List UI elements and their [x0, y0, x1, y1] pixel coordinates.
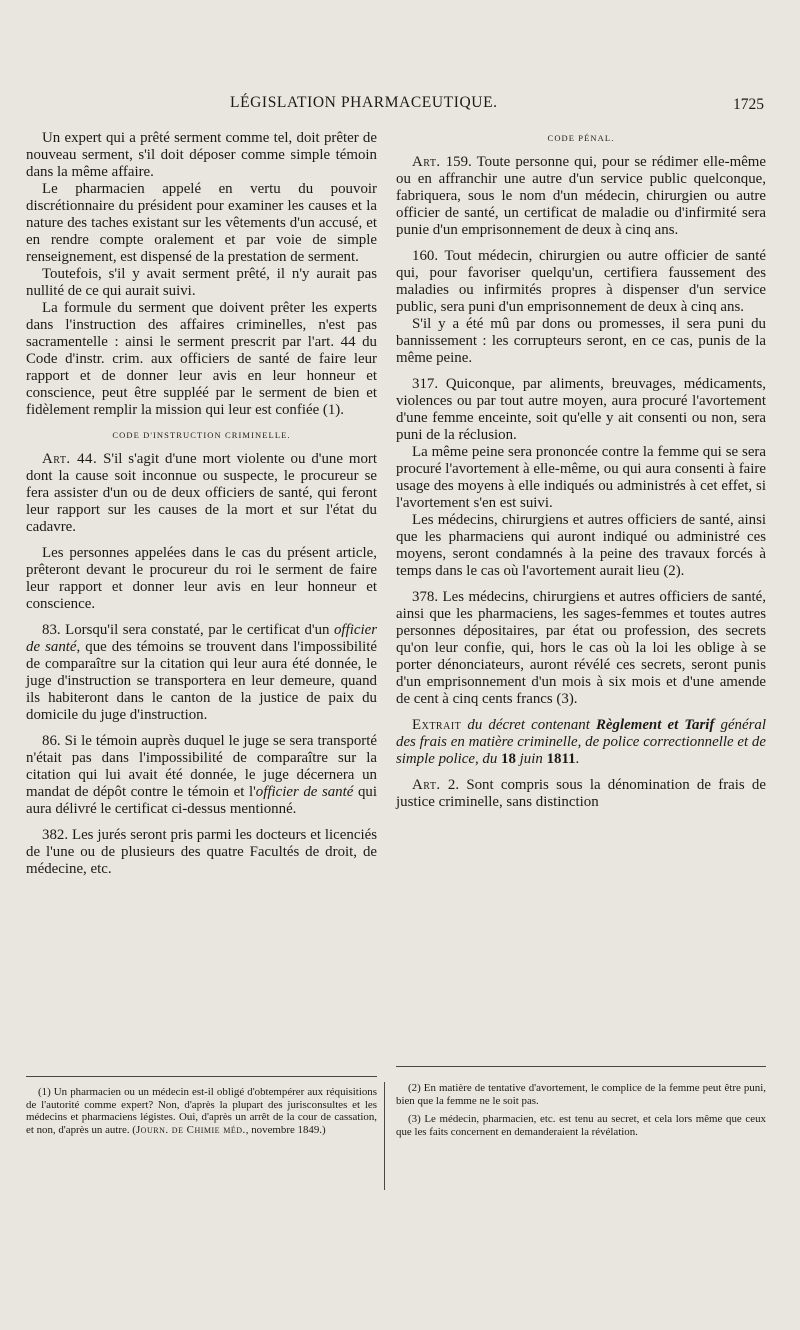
paragraph: Les personnes appelées dans le cas du présent article, prêteront devant le procureur du roi le serment de faire leur rapport et donner leur avis en leur honneur et conscience. — [26, 545, 377, 612]
footnote-source: Journ. de Chimie méd. — [135, 1124, 246, 1137]
article-83 — [26, 622, 377, 724]
paragraph: Le pharmacien appelé en vertu du pouvoir discrétionnaire du président pour examiner les causes et la nature des taches existant sur les vêtements d'un accusé, et en rendre compte oralement et par voie de simple renseignement, est dispensé de la prestation de serment. — [26, 181, 377, 265]
extrait-label: Extrait — [412, 717, 462, 733]
extrait-heading — [396, 717, 766, 768]
paragraph: Toutefois, s'il y avait serment prêté, il n'y aurait pas nullité de ce qui aurait suivi. — [26, 266, 377, 299]
gothic-text: Règlement et Tarif — [596, 717, 715, 733]
footnote-text: , novembre 1849.) — [245, 1124, 326, 1137]
footnote-rule — [396, 1066, 766, 1067]
article-44 — [26, 451, 377, 536]
article-text: qui aura délivré le certificat ci-dessus mentionné. — [26, 784, 377, 817]
date-month: juin — [515, 751, 547, 767]
footnote-2: (2) En matière de tentative d'avortement, le complice de la femme peut être puni, bien que la femme ne le soit pas. — [396, 1082, 766, 1107]
article-text: 86. Si le témoin auprès duquel le juge se sera transporté n'était pas dans l'impossibilité de comparaître sur la citation qui lui avait été donnée, le juge décernera un mandat de dépôt contre le témoin et l' — [26, 733, 377, 800]
article-378: 378. Les médecins, chirurgiens et autres officiers de santé, ainsi que les pharmaciens, les sages-femmes et toutes autres personnes dépositaires, par état ou profession, des secrets qu'on leur confie, qui, hors le cas où la loi les oblige à se porter dénonciateurs, auront révélé ces secrets, seront punis d'un emprisonnement d'un mois à six mois et d'une amende de cent à cinq cents francs (3). — [396, 589, 766, 707]
page-number: 1725 — [733, 96, 764, 113]
footnote-rule — [26, 1076, 377, 1077]
punctuation: . — [575, 751, 580, 767]
article-317: 317. Quiconque, par aliments, breuvages, médicaments, violences ou par tout autre moyen, aura procuré l'avortement d'une femme enceinte, soit qu'elle y ait consenti ou non, sera puni de la réclusion. — [396, 376, 766, 443]
footnotes-left — [26, 1086, 377, 1137]
section-heading-code-instruction: CODE D'INSTRUCTION CRIMINELLE. — [112, 430, 291, 440]
article-label: Art. 44. — [42, 451, 98, 467]
footnote-1 — [26, 1086, 377, 1137]
italic-term: officier de santé — [255, 784, 354, 800]
footnote-text: (1) Un pharmacien ou un médecin est-il obligé d'obtempérer aux réquisitions de l'autorité comme expert? Non, d'après la plupart des jurisconsultes et les médecins et pharmaciens légistes. Oui, d'après un arrêt de la cour de cassation, et non, d'après un autre. ( — [26, 1086, 377, 1137]
date-year: 1811 — [546, 751, 576, 767]
article-text: 83. Lorsqu'il sera constaté, par le certificat d'un — [42, 622, 334, 638]
article-text: S'il s'agit d'une mort violente ou d'une mort dont la cause soit inconnue ou suspecte, le procureur se fera assister d'un ou de deux officiers de santé, qui feront leur rapport sur les causes de la mort et sur l'état du cadavre. — [26, 451, 377, 535]
footnote-3: (3) Le médecin, pharmacien, etc. est tenu au secret, et cela lors même que ceux que les faits concernent en demanderaient la révélation. — [396, 1113, 766, 1139]
article-160: 160. Tout médecin, chirurgien ou autre officier de santé qui, pour favoriser quelqu'un, certifiera faussement des maladies ou infirmités propres à dispenser d'un service public, sera puni d'un emprisonnement de deux à cinq ans. — [396, 248, 766, 315]
right-column — [396, 130, 766, 811]
italic-text: du décret contenant — [461, 717, 596, 733]
italic-term: officier de santé — [26, 622, 377, 655]
paragraph: Un expert qui a prêté serment comme tel, doit prêter de nouveau serment, s'il doit déposer comme simple témoin dans la même affaire. — [26, 130, 377, 180]
article-text: 159. Toute personne qui, pour se rédimer elle-même ou en affranchir une autre d'un service public quelconque, fabriquera, sous le nom d'un médecin, chirurgien ou autre officier de santé, un certificat de maladie ou d'infirmité sera punie d'un emprisonnement de deux à cinq ans. — [396, 154, 766, 238]
paragraph: Les médecins, chirurgiens et autres officiers de santé, ainsi que les pharmaciens qui auront indiqué ou administré ces moyens, seront condamnés à la peine des travaux forcés à temps dans le cas où l'avortement aurait lieu (2). — [396, 512, 766, 579]
article-159 — [396, 154, 766, 239]
running-head: LÉGISLATION PHARMACEUTIQUE. — [230, 94, 498, 111]
article-86 — [26, 733, 377, 818]
date-day: 18 — [501, 751, 516, 767]
article-text: 2. Sont compris sous la dénomination de frais de justice criminelle, sans distinction — [396, 777, 766, 810]
paragraph: La même peine sera prononcée contre la femme qui se sera procuré l'avortement à elle-même, ou qui aura consenti à faire usage des moyens à elle indiqués ou administrés à cet effet, si l'avortement s'en est suivi. — [396, 444, 766, 511]
article-text: , que des témoins se trouvent dans l'impossibilité de comparaître sur la citation qui leur aura été donnée, le juge d'instruction se transportera en leur demeure, quand ils habiteront dans le canton de la justice de paix du domicile du juge d'instruction. — [26, 639, 377, 723]
article-label: Art. — [412, 154, 441, 170]
article-2 — [396, 777, 766, 811]
italic-text: général des frais en matière criminelle, de police correctionnelle et de simple police, du — [396, 717, 766, 767]
left-column — [26, 130, 377, 878]
paragraph: S'il y a été mû par dons ou promesses, il sera puni du bannissement : les corrupteurs seront, en ce cas, punis de la même peine. — [396, 316, 766, 366]
column-divider — [384, 1082, 385, 1190]
article-382: 382. Les jurés seront pris parmi les docteurs et licenciés de l'une ou de plusieurs des quatre Facultés de droit, de médecine, etc. — [26, 827, 377, 877]
paragraph: La formule du serment que doivent prêter les experts dans l'instruction des affaires criminelles, n'est pas sacramentelle : ainsi le serment prescrit par l'art. 44 du Code d'instr. crim. aux officiers de santé de faire leur rapport et de donner leur avis en leur honneur et conscience, peut être suppléé par le serment de bien et fidèlement remplir la mission qui leur est confiée (1). — [26, 300, 377, 418]
footnotes-right — [396, 1082, 766, 1139]
section-heading-code-penal: CODE PÉNAL. — [547, 133, 615, 143]
article-label: Art. — [412, 777, 441, 793]
